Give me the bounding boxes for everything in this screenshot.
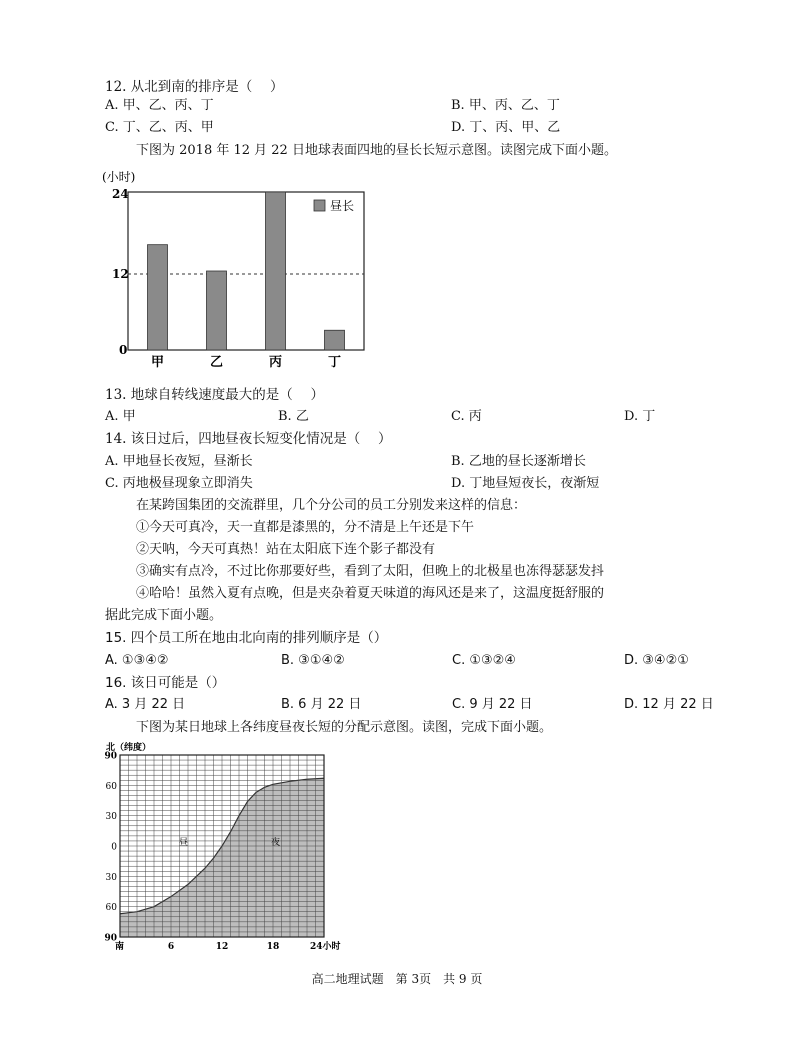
chart2-ytick-3: 0: [111, 842, 117, 853]
chart1-legend-label: 昼长: [330, 199, 355, 213]
q14-option-c: C. 丙地极昼现象立即消失: [105, 476, 253, 491]
q12-option-d: D. 丁、丙、甲、乙: [451, 120, 561, 135]
passage-message-4: ④哈哈！虽然入夏有点晚，但是夹杂着夏天味道的海风还是来了，这温度挺舒服的: [136, 586, 605, 601]
chart1-ytick-0: 0: [119, 343, 128, 357]
chart1-xtick-3: 丁: [327, 355, 342, 370]
chart1-bar-2: [266, 192, 286, 350]
q15-option-b: B. ③①④②: [281, 653, 345, 668]
chart1-legend: [314, 199, 354, 213]
chart2-xtick-2: 12: [215, 942, 229, 952]
q13-stem: 13. 地球自转线速度最大的是（ ）: [105, 387, 325, 403]
q16-option-a: A. 3 月 22 日: [105, 697, 186, 712]
q13-option-d: D. 丁: [624, 409, 656, 424]
chart2-ytick-5: 60: [105, 903, 117, 914]
chart2-ytick-0: 90: [104, 751, 117, 762]
intro-chart1: 下图为 2018 年 12 月 22 日地球表面四地的昼长长短示意图。读图完成下面小题。: [136, 143, 617, 158]
chart1-legend-swatch: [314, 200, 325, 211]
chart2-y-title: 北（纬度）: [106, 743, 152, 753]
chart2-night-label: 夜: [271, 838, 281, 848]
chart1-bar-1: [207, 271, 227, 350]
chart1-ytick-24: 24: [112, 187, 129, 201]
chart2-day-label: 昼: [179, 838, 189, 848]
q12-option-b: B. 甲、丙、乙、丁: [451, 98, 560, 113]
chart2-xtick-1: 6: [167, 942, 175, 952]
chart1-xtick-0: 甲: [150, 355, 165, 370]
passage-message-2: ②天呐，今天可真热！站在太阳底下连个影子都没有: [136, 542, 436, 557]
day-length-bar-chart: [100, 168, 370, 378]
chart2-ytick-1: 60: [105, 781, 117, 792]
chart1-unit-label: (小时): [102, 170, 136, 184]
q15-stem: 15. 四个员工所在地由北向南的排列顺序是（）: [105, 630, 388, 646]
q15-option-a: A. ①③④②: [105, 653, 169, 668]
page-footer: 高二地理试题 第 3页 共 9 页: [311, 972, 483, 986]
q14-option-a: A. 甲地昼长夜短，昼渐长: [105, 454, 253, 469]
q16-option-d: D. 12 月 22 日: [624, 697, 714, 712]
q12-stem: 12. 从北到南的排序是（ ）: [105, 79, 284, 95]
chart1-ytick-12: 12: [112, 267, 129, 281]
chart2-xtick-4: 24小时: [310, 942, 341, 952]
q15-option-c: C. ①③②④: [452, 653, 516, 668]
intro-chart2: 下图为某日地球上各纬度昼夜长短的分配示意图。读图，完成下面小题。: [136, 720, 553, 735]
q13-option-c: C. 丙: [451, 409, 482, 424]
chart2-xtick-3: 18: [266, 942, 280, 952]
chart1-bar-3: [325, 330, 345, 350]
q15-option-d: D. ③④②①: [624, 653, 689, 668]
chart1-xtick-1: 乙: [209, 355, 224, 370]
passage-message-3: ③确实有点冷，不过比你那要好些，看到了太阳，但晚上的北极星也冻得瑟瑟发抖: [136, 564, 605, 579]
passage-message-1: ①今天可真冷，天一直都是漆黑的，分不清是上午还是下午: [136, 520, 475, 535]
chart2-ytick-2: 30: [105, 812, 117, 823]
chart1-xtick-2: 丙: [268, 355, 283, 370]
chart2-ytick-6: 90: [104, 933, 117, 944]
q14-stem: 14. 该日过后，四地昼夜长短变化情况是（ ）: [105, 431, 392, 447]
latitude-day-night-chart: [96, 738, 346, 960]
chart1-bar-0: [148, 245, 168, 350]
q16-option-c: C. 9 月 22 日: [452, 697, 533, 712]
q14-option-d: D. 丁地昼短夜长，夜渐短: [451, 476, 600, 491]
chart2-xtick-0: 南: [114, 942, 124, 952]
q16-option-b: B. 6 月 22 日: [281, 697, 362, 712]
passage-intro: 在某跨国集团的交流群里，几个分公司的员工分别发来这样的信息：: [136, 498, 527, 513]
q12-option-a: A. 甲、乙、丙、丁: [105, 98, 214, 113]
q12-option-c: C. 丁、乙、丙、甲: [105, 120, 214, 135]
q14-option-b: B. 乙地的昼长逐渐增长: [451, 454, 586, 469]
q16-stem: 16. 该日可能是（）: [105, 675, 226, 691]
passage-end: 据此完成下面小题。: [105, 608, 223, 623]
q13-option-b: B. 乙: [278, 409, 309, 424]
q13-option-a: A. 甲: [105, 409, 136, 424]
chart2-ytick-4: 30: [105, 872, 117, 883]
